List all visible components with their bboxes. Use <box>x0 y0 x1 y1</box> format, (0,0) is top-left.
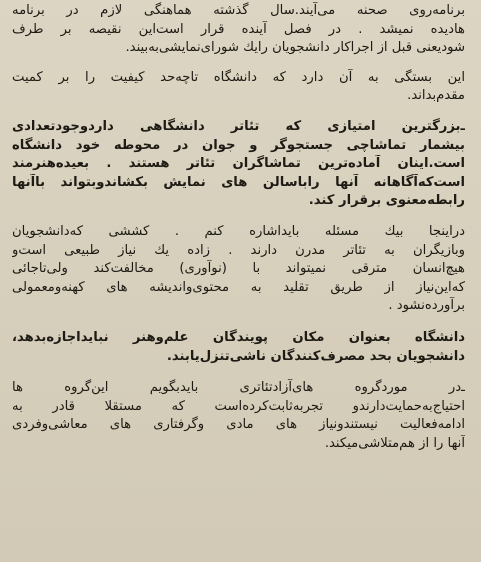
paragraph-3 <box>12 118 465 211</box>
text-line: ـ‌بزرگترین امتیازی که تئاتر دانشگاهی داردوجودتعدادی <box>12 118 465 134</box>
text-line: است.اینان آماده‌ترین تماشاگران تئاتر هستند . بعیده‌هنرمند <box>12 156 465 172</box>
text-line: برنامه‌روی صحنه می‌آیند.سال گذشته هماهنگی لازم در برنامه <box>12 3 465 18</box>
text-line: این بستگی به آن دارد که دانشگاه تاچه‌حد کیفیت را بر کمیت <box>12 69 465 85</box>
text-line: برآورده‌نشود . <box>388 298 465 314</box>
text-line: هادیده نمیشد . در فصل آینده قرار است‌این نقیصه بر طرف <box>12 21 465 37</box>
text-line: ـ‌در موردگروه های‌آزادتئاتری بایدبگویم این‌گروه ها <box>12 380 465 396</box>
text-line: بیشمار تماشاچی جستجوگر و جوان در محوطه خود دانشگاه <box>12 137 465 153</box>
paragraph-4 <box>12 223 465 316</box>
text-line: دانشگاه بعنوان مکان پویندگان علم‌وهنر نبایداجازه‌بدهد، <box>12 329 465 345</box>
paragraph-2 <box>12 69 465 106</box>
text-line: رابطه‌معنوی برقرار کند. <box>308 193 465 209</box>
text-line: دراینجا بیك مسئله بایداشاره کنم . کششی که‌دانشجویان <box>12 223 465 239</box>
text-line: ادامه‌فعالیت نیستندونیاز های مادی وگرفتاری های معاشی‌وفردی <box>12 417 465 433</box>
text-line: هیچ‌انسان مترقی نمیتواند با (نوآوری) مخالفت‌کند ولی‌تاجائی <box>12 261 465 277</box>
text-line: مقدم‌بداند. <box>407 88 465 104</box>
text-line: دانشجویان بحد مصرف‌کنندگان ناشی‌تنزل‌یابند. <box>166 348 465 364</box>
text-line: وبازیگران به تئاتر مدرن دارند . زاده یك نیاز طبیعی است‌و <box>12 242 465 258</box>
text-line: آنها را از هم‌متلاشی‌میکند. <box>324 435 465 451</box>
text-line: شودیعنی قبل از اجراکار دانشجویان رایك شورای‌نمایشی‌به‌بیند. <box>125 40 465 56</box>
paragraph-6 <box>12 379 465 453</box>
text-line: احتیاج‌به‌حمایت‌دارندو تجربه‌ثابت‌کرده‌است که مستقلا قادر به <box>12 398 465 414</box>
text-line: است‌که‌آگاهانه آنها راباسالن های نمایش بکشاندوبتواند باآنها <box>12 174 465 190</box>
text-line: که‌این‌نیاز از طریق تقلید به محتوی‌واندیشه های کهنه‌ومعمولی <box>12 279 465 295</box>
paragraph-5 <box>12 329 465 366</box>
paragraph-1 <box>12 2 465 58</box>
